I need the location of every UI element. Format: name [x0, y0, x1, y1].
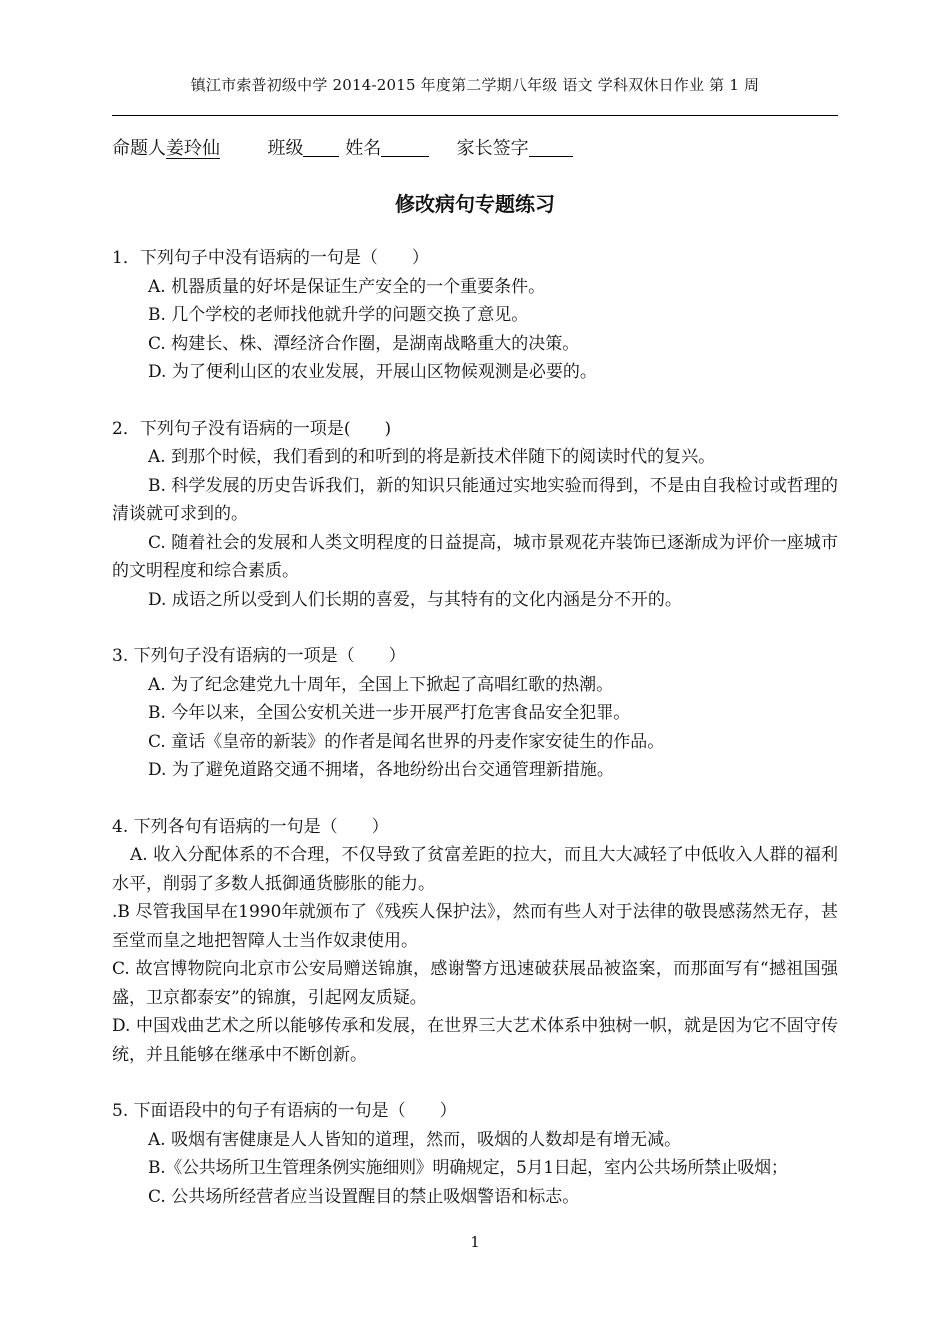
page-header: 镇江市索普初级中学 2014-2015 年度第二学期八年级 语文 学科双休日作业 第 1 周 — [190, 76, 760, 94]
option-c: C. 随着社会的发展和人类文明程度的日益提高，城市景观花卉装饰已逐渐成为评价一座城市的文明程度和综合素质。 — [112, 532, 838, 581]
question-5 — [112, 1097, 838, 1211]
question-stem: 1．下列句子中没有语病的一句是（ ） — [112, 248, 429, 268]
option-d: D. 为了便利山区的农业发展，开展山区物候观测是必要的。 — [148, 362, 597, 382]
option-a: A. 机器质量的好坏是保证生产安全的一个重要条件。 — [148, 276, 546, 297]
option-a: A. 到那个时候，我们看到的和听到的将是新技术伴随下的阅读时代的复兴。 — [148, 447, 716, 467]
header-divider — [112, 115, 838, 116]
author-label: 命题人 — [112, 138, 166, 159]
question-stem: 5. 下面语段中的句子有语病的一句是（ ） — [112, 1101, 457, 1121]
option-a: A. 吸烟有害健康是人人皆知的道理，然而，吸烟的人数却是有增无减。 — [148, 1129, 682, 1150]
meta-line — [112, 134, 573, 160]
option-c: C. 公共场所经营者应当设置醒目的禁止吸烟警语和标志。 — [148, 1186, 580, 1207]
option-d: D. 成语之所以受到人们长期的喜爱，与其特有的文化内涵是分不开的。 — [148, 589, 682, 610]
question-3 — [112, 642, 838, 785]
question-stem: 2．下列句子没有语病的一项是( ) — [112, 418, 392, 439]
option-d: D. 为了避免道路交通不拥堵，各地纷纷出台交通管理新措施。 — [148, 760, 614, 780]
option-c: C. 童话《皇帝的新装》的作者是闻名世界的丹麦作家安徒生的作品。 — [148, 731, 665, 752]
name-blank — [381, 138, 429, 157]
option-a: A. 收入分配体系的不合理，不仅导致了贫富差距的拉大，而且大大减轻了中低收入人群的福利水平，削弱了多数人抵御通货膨胀的能力。 — [112, 845, 838, 894]
question-2 — [112, 415, 838, 615]
name-label: 姓名 — [345, 138, 382, 159]
question-stem: 3. 下列句子没有语病的一项是（ ） — [112, 646, 406, 666]
class-blank — [303, 138, 339, 157]
option-b: .B 尽管我国早在1990年就颁布了《残疾人保护法》，然而有些人对于法律的敬畏感荡然无存，甚至堂而皇之地把智障人士当作奴隶使用。 — [112, 902, 838, 951]
option-c: C. 故宫博物院向北京市公安局赠送锦旗，感谢警方迅速破获展品被盗案，而那面写有“撼祖国强盛，卫京都泰安”的锦旗，引起网友质疑。 — [112, 959, 838, 1008]
option-c: C. 构建长、株、潭经济合作圈，是湖南战略重大的决策。 — [148, 333, 580, 354]
parent-signature-blank — [529, 138, 573, 157]
question-list — [112, 244, 838, 1211]
option-b: B. 今年以来，全国公安机关进一步开展严打危害食品安全犯罪。 — [148, 703, 631, 723]
class-label: 班级 — [267, 138, 304, 159]
option-b: B. 科学发展的历史告诉我们，新的知识只能通过实地实验而得到，不是由自我检讨或哲理的清谈就可求到的。 — [112, 475, 838, 524]
author-name: 姜玲仙 — [166, 138, 220, 159]
question-stem: 4. 下列各句有语病的一句是（ ） — [112, 816, 389, 837]
question-1 — [112, 244, 838, 387]
question-4 — [112, 813, 838, 1070]
option-a: A. 为了纪念建党九十周年，全国上下掀起了高唱红歌的热潮。 — [148, 674, 614, 695]
option-d: D. 中国戏曲艺术之所以能够传承和发展，在世界三大艺术体系中独树一帜，就是因为它不固守传统，并且能够在继承中不断创新。 — [112, 1016, 838, 1065]
option-b: B.《公共场所卫生管理条例实施细则》明确规定，5月1日起，室内公共场所禁止吸烟； — [148, 1158, 788, 1178]
page-number: 1 — [470, 1233, 480, 1251]
option-b: B. 几个学校的老师找他就升学的问题交换了意见。 — [148, 305, 529, 325]
parent-signature-label: 家长签字 — [456, 138, 529, 159]
page-title: 修改病句专题练习 — [395, 192, 555, 216]
